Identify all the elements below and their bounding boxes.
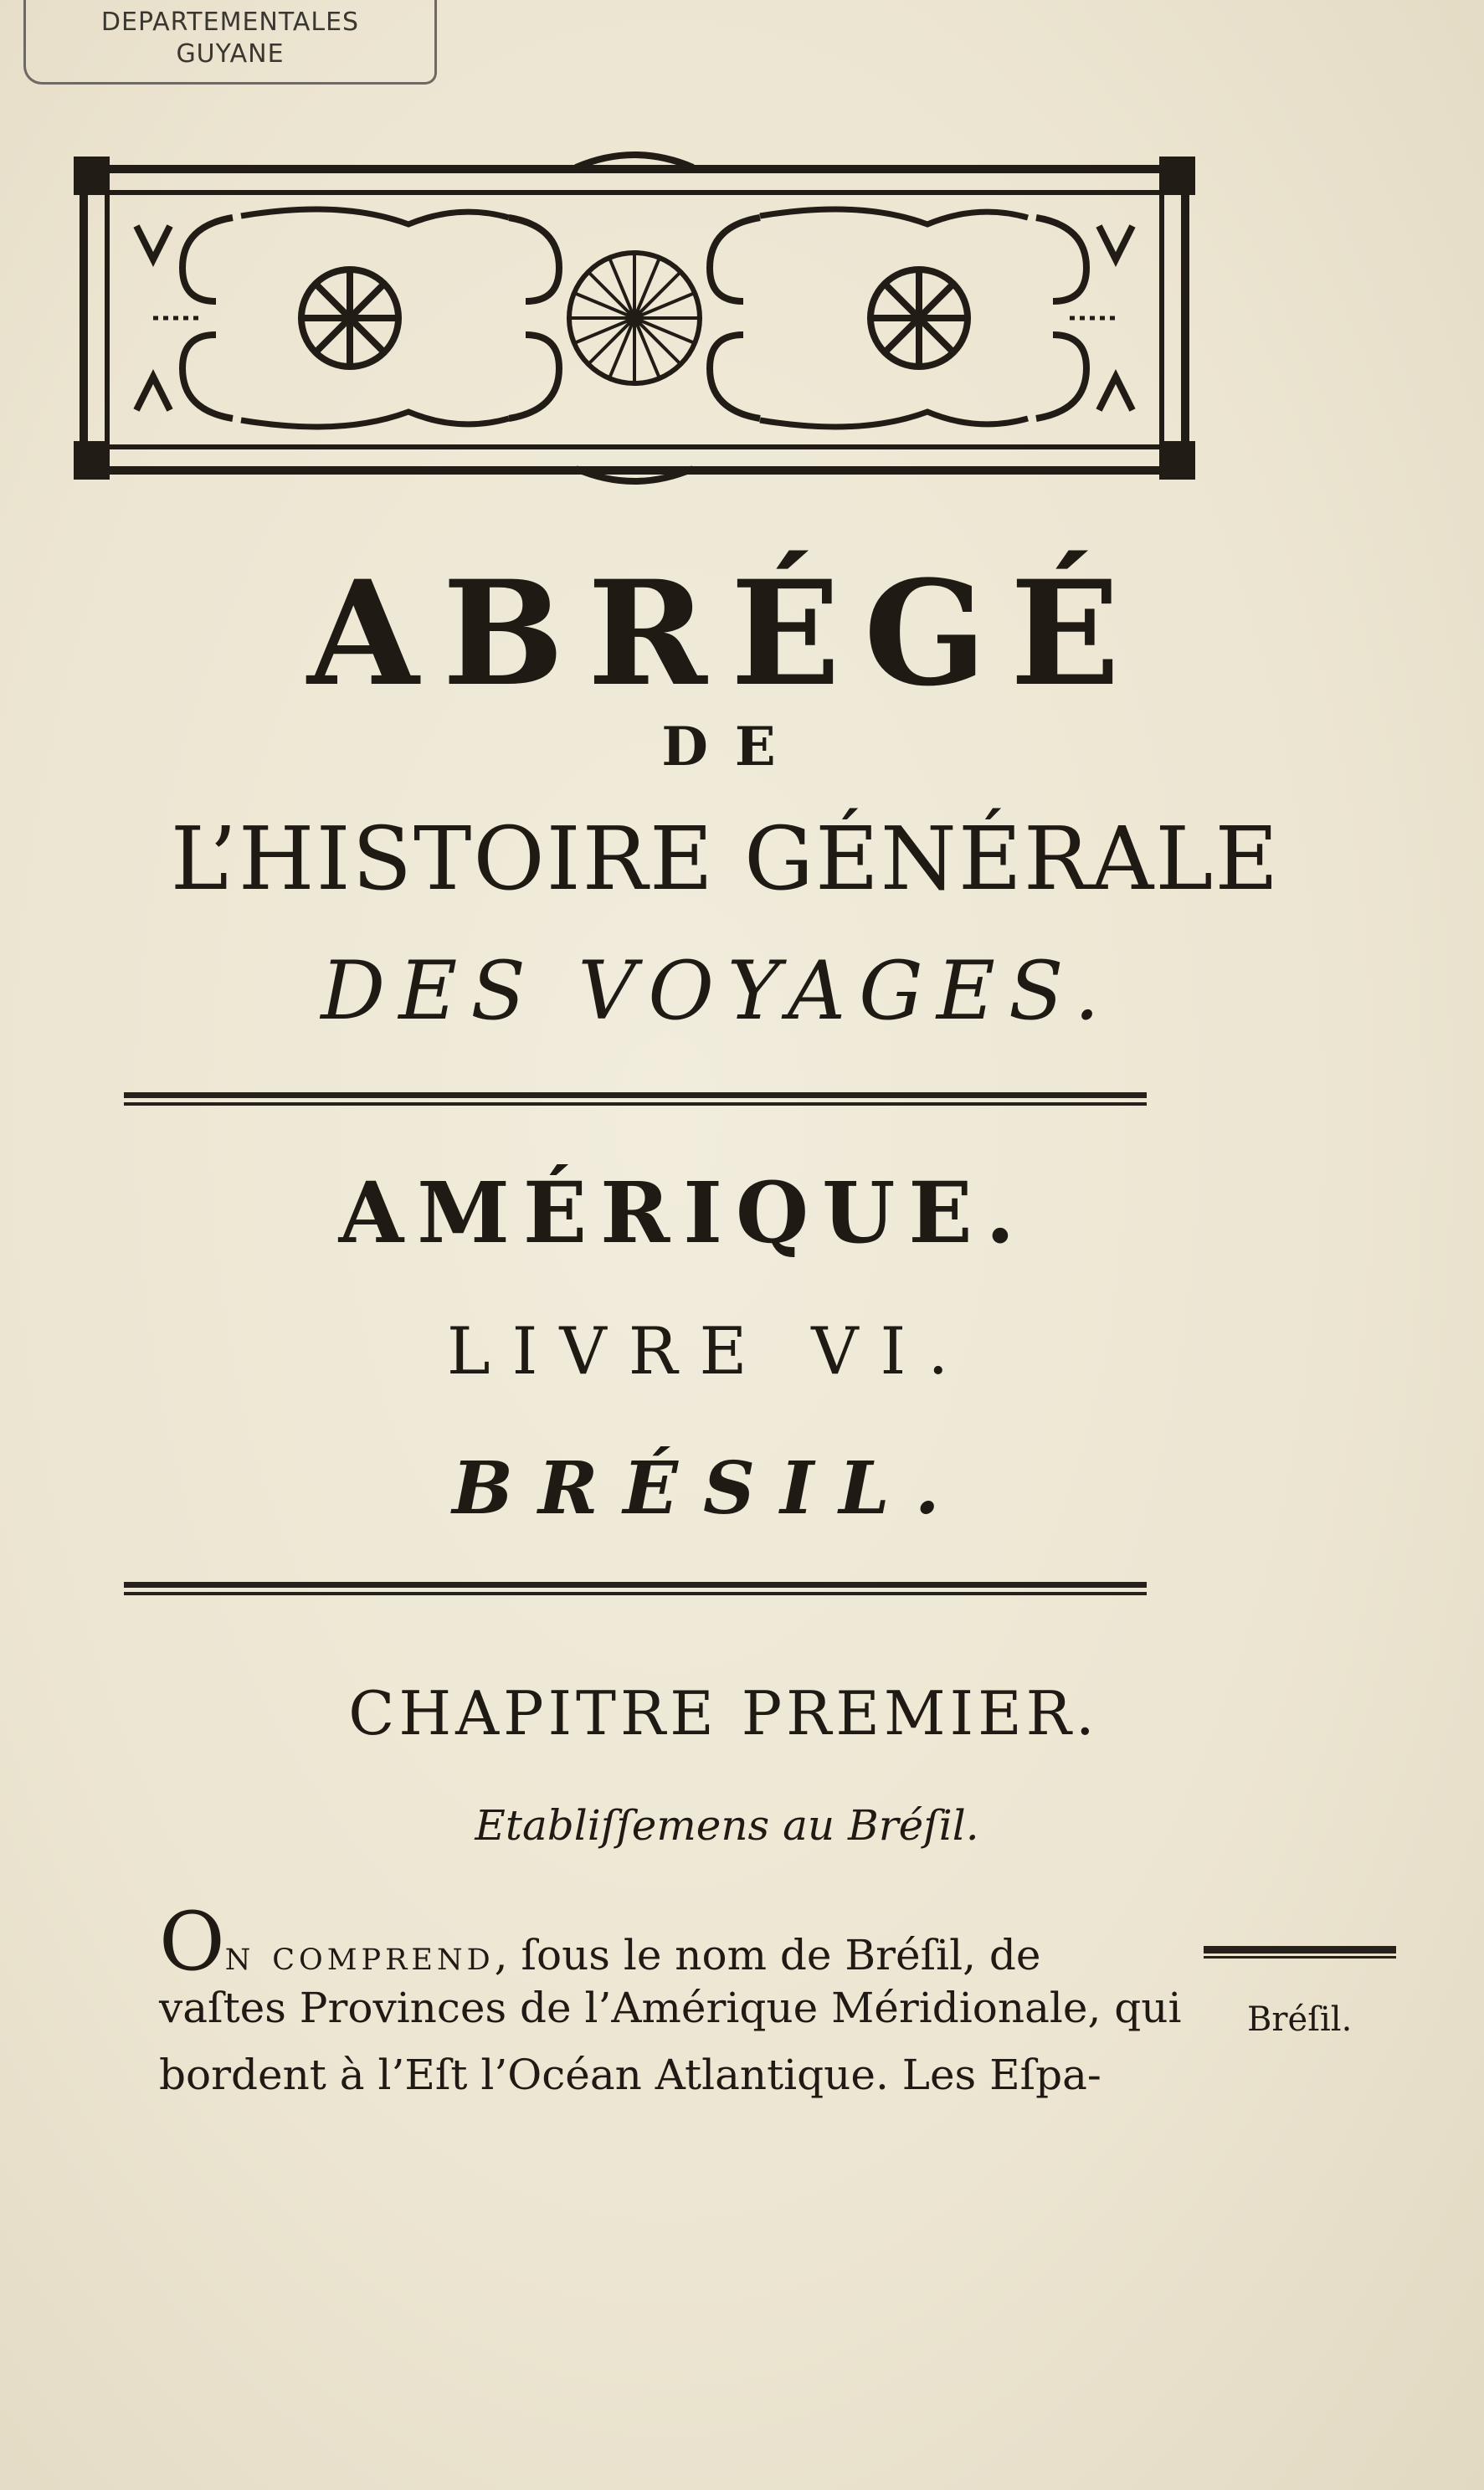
title-voyages: DES VOYAGES. bbox=[321, 944, 1113, 1038]
book-heading: LIVRE VI. bbox=[446, 1314, 971, 1389]
marginal-note: Bréſil. bbox=[1247, 2000, 1353, 2039]
subject-heading: BRÉSIL. bbox=[452, 1446, 965, 1531]
part-heading: AMÉRIQUE. bbox=[338, 1163, 1029, 1262]
drop-cap: O bbox=[159, 1895, 225, 1989]
body-line-2: vaſtes Provinces de l’Amérique Méridionale, qui bbox=[159, 1984, 1182, 2032]
title-histoire: L’HISTOIRE GÉNÉRALE bbox=[170, 808, 1281, 910]
chapter-subtitle: Etabliſſemens au Bréſil. bbox=[475, 1801, 979, 1850]
body-line-1 bbox=[159, 1895, 1189, 1989]
body-line-3: bordent à l’Eſt l’Océan Atlantique. Les Eſpa- bbox=[159, 2051, 1101, 2099]
chapter-heading: CHAPITRE PREMIER. bbox=[348, 1678, 1099, 1748]
title-de: DE bbox=[661, 716, 803, 778]
double-rule-bottom bbox=[124, 1582, 1147, 1595]
double-rule-top bbox=[124, 1092, 1147, 1106]
archive-stamp bbox=[23, 0, 437, 85]
title-abrege: ABRÉGÉ bbox=[307, 548, 1143, 718]
body-line-1-text: , ſous le nom de Bréſil, de bbox=[494, 1931, 1041, 1979]
decorative-headpiece-ornament bbox=[74, 151, 1195, 485]
lead-in-words: n comprend bbox=[224, 1931, 495, 1979]
stamp-line-1: DEPARTEMENTALES bbox=[100, 8, 360, 37]
marginal-rule bbox=[1204, 1946, 1396, 1959]
stamp-line-2: GUYANE bbox=[176, 39, 285, 69]
